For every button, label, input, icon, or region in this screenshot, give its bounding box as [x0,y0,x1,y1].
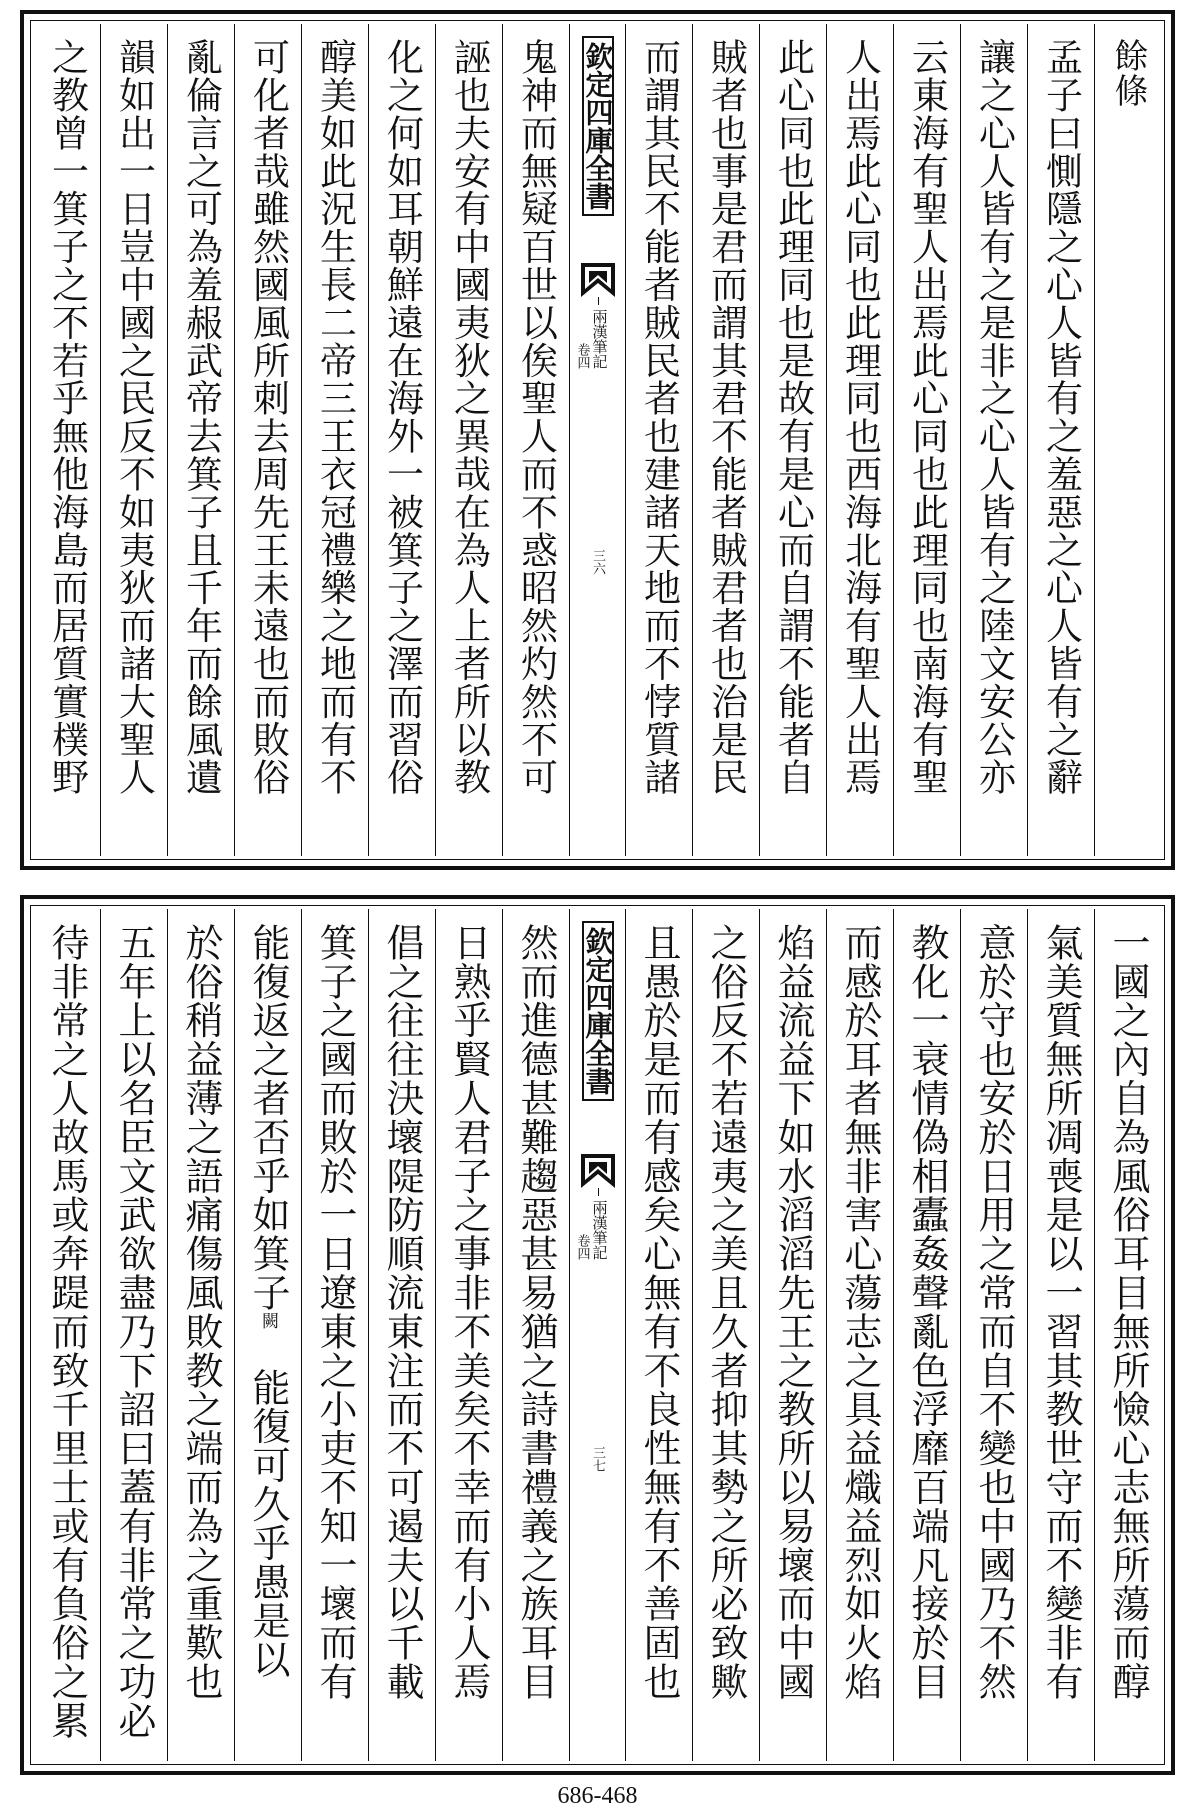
text-line-main: 且愚於是而有感矣心無有不良性無有不善固也 [637,923,681,1701]
text-line [246,923,290,1680]
text-line [637,923,681,1701]
text-line-main: 化之何如耳朝鮮遠在海外一被箕子之澤而習俗 [380,38,424,796]
text-line-continued: 能復可久乎愚是以 [246,1367,290,1680]
text-line [380,38,424,796]
section-title-column [1094,24,1161,856]
text-line [179,38,223,796]
text-column [502,909,569,1761]
text-line [313,923,357,1701]
bottom-page [20,895,1175,1775]
text-line [313,38,357,796]
text-column [368,24,435,856]
volume-number: 卷四 [574,1233,590,1260]
text-column [34,909,100,1761]
text-line [1106,923,1150,1701]
page-number: 686-468 [557,1783,638,1809]
text-column [234,909,301,1761]
text-line [1039,38,1083,796]
text-column [1027,909,1094,1761]
text-line-main: 云東海有聖人出焉此心同也此理同也南海有聖 [905,38,949,796]
text-column [960,909,1027,1761]
text-line-main: 一國之內自為風俗耳目無所憸心志無所蕩而醇 [1106,923,1150,1701]
text-line [179,923,223,1701]
text-line [112,38,156,796]
section-title [1108,38,1148,108]
text-line-main: 賊者也事是君而謂其君不能者賊君者也治是民 [704,38,748,796]
center-fold [569,909,625,1761]
text-column [234,24,301,856]
text-column [502,24,569,856]
text-line-main: 韻如出一日豈中國之民反不如夷狄而諸大聖人 [112,38,156,796]
text-line-main: 倡之往往決壞隄防順流東注而不可遏夫以千載 [380,923,424,1701]
text-line [972,38,1016,796]
text-line-main: 之俗反不若遠夷之美且久者抑其勢之所必致歟 [704,923,748,1701]
text-column [100,909,167,1761]
lacuna-note: 闕 [258,1312,278,1329]
text-line-main: 餘條 [1108,38,1148,108]
text-line [704,38,748,796]
text-line-main: 箕子之國而敗於一日遼東之小吏不知一壞而有 [313,923,357,1701]
text-column [759,909,826,1761]
text-line [838,38,882,796]
text-column [625,24,692,856]
text-line-main: 五年上以名臣文武欲盡乃下詔曰蓋有非常之功必 [112,923,156,1740]
text-line-main: 而感於耳者無非害心蕩志之具益熾益烈如火焰 [838,923,882,1701]
folio-number: 三七 [590,1446,605,1473]
text-line-main: 意於守也安於日用之常而自不變也中國乃不然 [972,923,1016,1701]
volume-number: 卷四 [574,343,590,370]
text-column [167,24,234,856]
text-line [972,923,1016,1701]
center-fold-box [576,913,620,1757]
text-line [112,923,156,1740]
collection-title: 欽定四庫全書 [582,921,614,1101]
text-column [692,909,759,1761]
text-line-main: 然而進德甚難趨惡甚易猶之詩書禮義之族耳目 [514,923,558,1701]
text-line [45,923,89,1740]
text-line [637,38,681,796]
text-line-main: 焰益流益下如水滔滔先王之教所以易壞而中國 [771,923,815,1701]
text-line-main: 鬼神而無疑百世以俟聖人而不惑昭然灼然不可 [514,38,558,796]
folio-number: 三六 [590,548,605,575]
text-line [447,38,491,796]
text-column [1094,909,1161,1761]
text-line [246,38,290,796]
gap [246,1329,290,1368]
text-column [1027,24,1094,856]
text-column [167,909,234,1761]
text-column [34,24,100,856]
text-column [826,24,893,856]
text-line [45,38,89,796]
text-column [893,909,960,1761]
text-line [380,923,424,1701]
text-line [771,923,815,1701]
bottom-page-columns [34,909,1161,1761]
text-line-main: 之教曾一箕子之不若乎無他海島而居質實樸野 [45,38,89,796]
fold-rule [598,297,599,305]
text-line [905,923,949,1701]
text-line-main: 讓之心人皆有之是非之心人皆有之陸文安公亦 [972,38,1016,796]
text-line-main: 於俗稍益薄之語痛傷風敗教之端而為之重歎也 [179,923,223,1701]
text-line [704,923,748,1701]
center-fold [569,24,625,856]
text-column [301,24,368,856]
text-line-main: 教化一衰情偽相蠹姦聲亂色浮靡百端凡接於目 [905,923,949,1701]
text-line [1039,923,1083,1701]
text-line-main: 此心同也此理同也是故有是心而自謂不能者自 [771,38,815,796]
text-line [838,923,882,1701]
top-page-columns [34,24,1161,856]
text-column [435,24,502,856]
fish-tail-icon [581,1154,615,1188]
text-column [893,24,960,856]
text-line [771,38,815,796]
text-line [905,38,949,796]
text-line-main: 亂倫言之可為羞赧武帝去箕子且千年而餘風遺 [179,38,223,796]
text-column [100,24,167,856]
book-name: 兩漢筆記 [590,1199,609,1260]
fish-tail-icon [581,263,615,297]
text-column [368,909,435,1761]
text-line-main: 氣美質無所凋喪是以一習其教世守而不變非有 [1039,923,1083,1701]
book-name: 兩漢筆記 [590,309,609,370]
text-column [759,24,826,856]
text-line-main: 醇美如此況生長二帝三王衣冠禮樂之地而有不 [313,38,357,796]
top-page [20,10,1175,870]
text-column [692,24,759,856]
text-line-main: 而謂其民不能者賊民者也建諸天地而不悖質諸 [637,38,681,796]
text-column [435,909,502,1761]
text-line-main: 誣也夫安有中國夷狄之異哉在為人上者所以教 [447,38,491,796]
fold-rule [598,1188,599,1196]
text-line-main: 能復返之者否乎如箕子 [246,923,290,1312]
collection-title: 欽定四庫全書 [582,36,614,216]
text-line [514,923,558,1701]
text-column [301,909,368,1761]
text-line [447,923,491,1701]
text-column [960,24,1027,856]
text-line-main: 待非常之人故馬或奔踶而致千里士或有負俗之累 [45,923,89,1740]
center-fold-box [576,28,620,852]
text-column [826,909,893,1761]
text-line-main: 可化者哉雖然國風所刺去周先王未遠也而敗俗 [246,38,290,796]
text-line-main: 孟子曰惻隱之心人皆有之羞惡之心人皆有之辭 [1039,38,1083,796]
text-line [514,38,558,796]
text-column [625,909,692,1761]
text-line-main: 日熟乎賢人君子之事非不美矣不幸而有小人焉 [447,923,491,1701]
text-line-main: 人出焉此心同也此理同也西海北海有聖人出焉 [838,38,882,796]
